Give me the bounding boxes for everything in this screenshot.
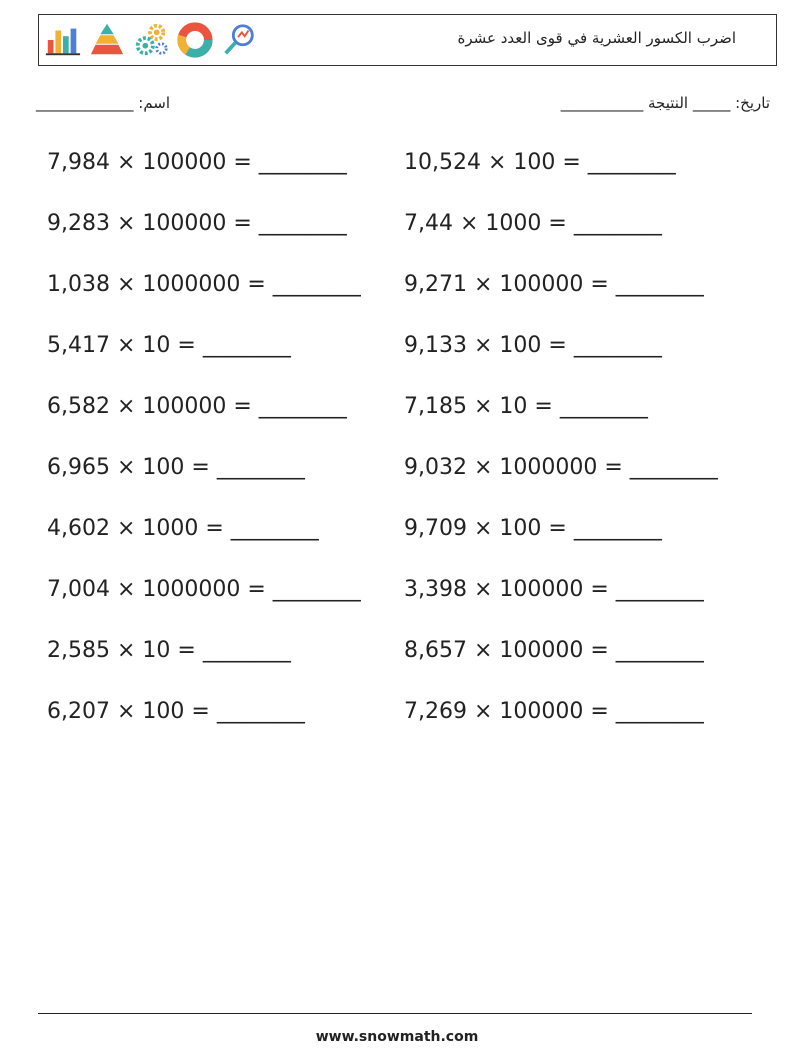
problem-left-7: 4,602 × 1000 = ________ [47, 516, 319, 541]
problem-right-3: 9,271 × 100000 = ________ [404, 272, 704, 297]
problem-right-6: 9,032 × 1000000 = ________ [404, 455, 718, 480]
problem-right-7: 9,709 × 100 = ________ [404, 516, 662, 541]
footer-site: www.snowmath.com [315, 1029, 479, 1045]
problem-left-4: 5,417 × 10 = ________ [47, 333, 291, 358]
problem-right-1: 10,524 × 100 = ________ [404, 150, 676, 175]
worksheet-header [38, 14, 777, 66]
magnifier-icon [220, 21, 258, 59]
worksheet-title: اضرب الكسور العشرية في قوى العدد عشرة [457, 29, 736, 47]
problem-left-10: 6,207 × 100 = ________ [47, 699, 305, 724]
bar-chart-icon [44, 21, 82, 59]
name-field: اسم: _____________ [36, 94, 171, 112]
problem-right-8: 3,398 × 100000 = ________ [404, 577, 704, 602]
problem-right-2: 7,44 × 1000 = ________ [404, 211, 662, 236]
problem-left-6: 6,965 × 100 = ________ [47, 455, 305, 480]
problem-left-1: 7,984 × 100000 = ________ [47, 150, 347, 175]
date-score-field: تاريخ: _____ النتيجة ___________ [560, 94, 770, 112]
problem-right-9: 8,657 × 100000 = ________ [404, 638, 704, 663]
gears-icon [132, 21, 170, 59]
problem-right-4: 9,133 × 100 = ________ [404, 333, 662, 358]
problem-left-3: 1,038 × 1000000 = ________ [47, 272, 361, 297]
footer-divider [38, 1013, 752, 1014]
header-icons [44, 21, 258, 61]
problem-left-8: 7,004 × 1000000 = ________ [47, 577, 361, 602]
problem-right-5: 7,185 × 10 = ________ [404, 394, 648, 419]
pyramid-icon [88, 21, 126, 59]
donut-chart-icon [176, 21, 214, 59]
problem-left-2: 9,283 × 100000 = ________ [47, 211, 347, 236]
problem-right-10: 7,269 × 100000 = ________ [404, 699, 704, 724]
problem-left-9: 2,585 × 10 = ________ [47, 638, 291, 663]
problem-left-5: 6,582 × 100000 = ________ [47, 394, 347, 419]
